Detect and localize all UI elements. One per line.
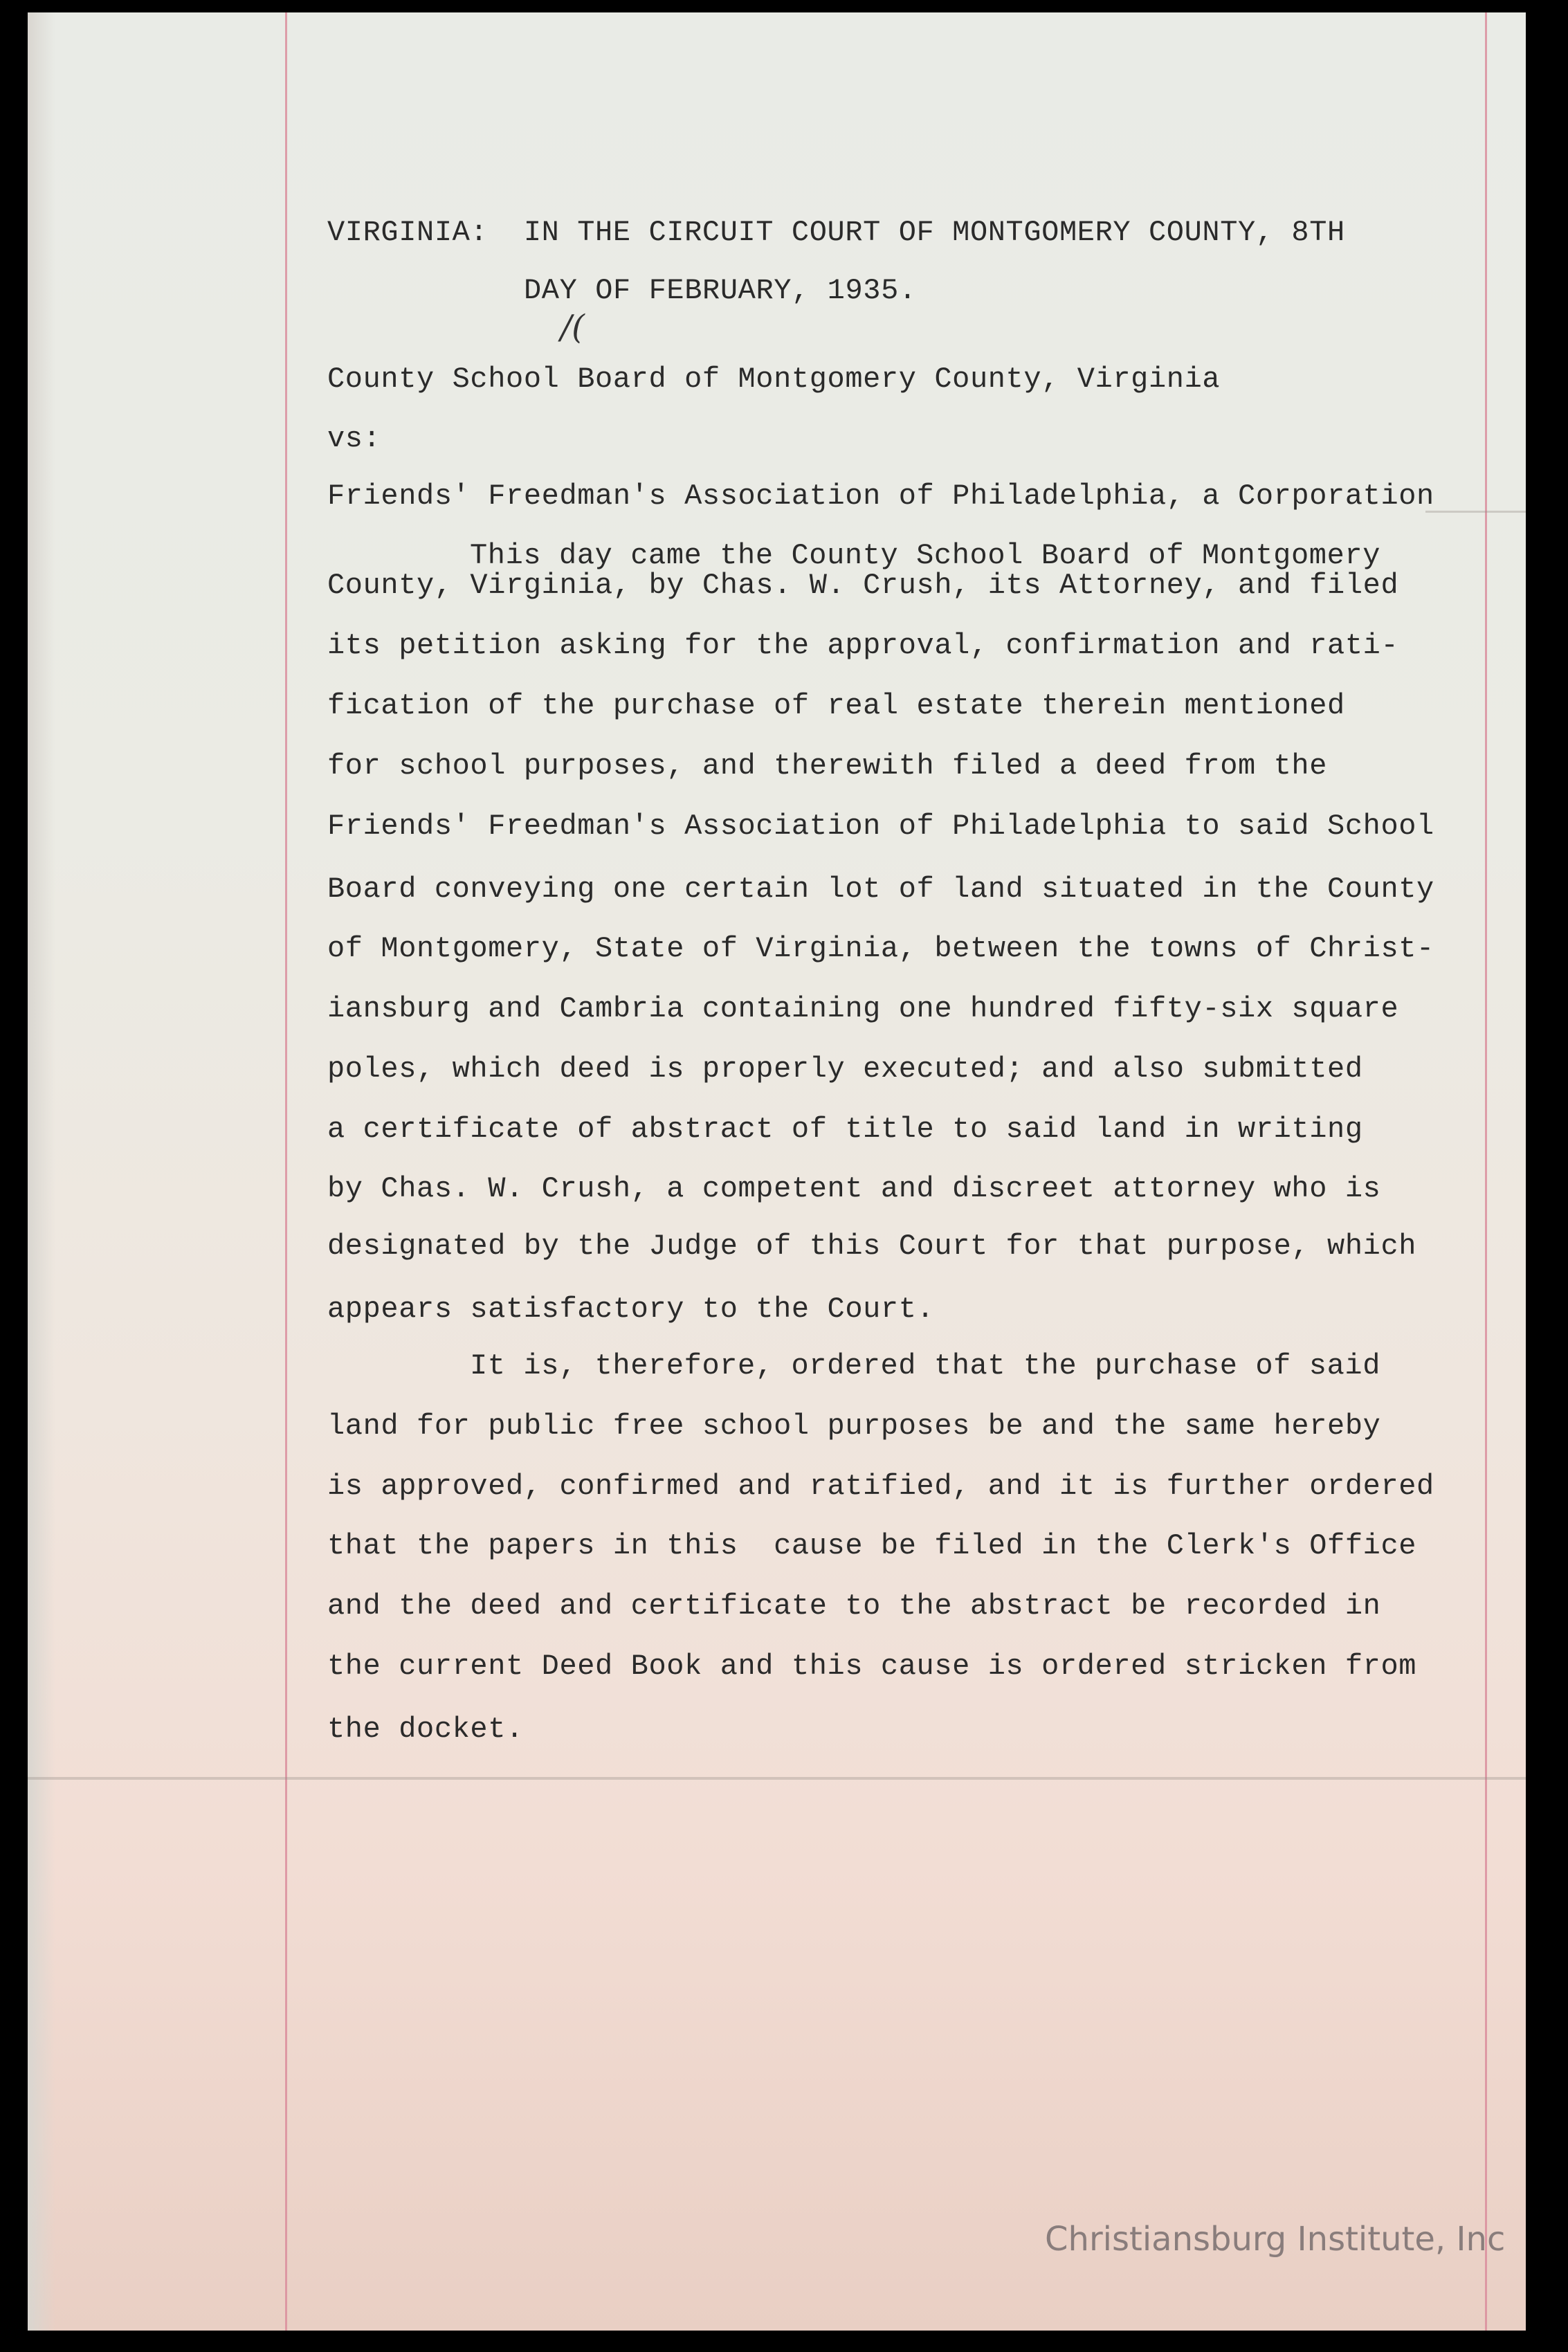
body-line: land for public free school purposes be and the same hereby xyxy=(327,1410,1381,1443)
body-line: Board conveying one certain lot of land situated in the County xyxy=(327,873,1434,906)
court-header-line2: DAY OF FEBRUARY, 1935. xyxy=(524,274,917,307)
body-line: of Montgomery, State of Virginia, between the towns of Christ- xyxy=(327,932,1434,965)
body-line: for school purposes, and therewith filed a deed from the xyxy=(327,749,1328,783)
fold-crease xyxy=(28,1777,1526,1780)
fold-crease-upper xyxy=(1425,511,1526,513)
body-line: is approved, confirmed and ratified, and it is further ordered xyxy=(327,1470,1434,1503)
body-line: appears satisfactory to the Court. xyxy=(327,1293,935,1326)
body-line: iansburg and Cambria containing one hundred fifty-six square xyxy=(327,992,1399,1025)
body-line: This day came the County School Board of Montgomery xyxy=(470,539,1381,572)
defendant: Friends' Freedman's Association of Philadelphia, a Corporation xyxy=(327,480,1434,513)
right-margin-line xyxy=(1485,12,1487,2331)
body-line: designated by the Judge of this Court for that purpose, which xyxy=(327,1230,1417,1263)
left-margin-line xyxy=(285,12,287,2331)
body-line: the current Deed Book and this cause is ordered stricken from xyxy=(327,1650,1417,1683)
body-line: a certificate of abstract of title to said land in writing xyxy=(327,1113,1363,1146)
body-line: Friends' Freedman's Association of Philadelphia to said School xyxy=(327,810,1434,843)
handwritten-mark: /( xyxy=(560,308,585,347)
body-line: its petition asking for the approval, confirmation and rati- xyxy=(327,629,1399,662)
versus: vs: xyxy=(327,422,381,455)
page-shadow xyxy=(28,12,55,2331)
body-line: County, Virginia, by Chas. W. Crush, its Attorney, and filed xyxy=(327,569,1399,602)
document-page xyxy=(28,12,1526,2331)
body-line: and the deed and certificate to the abstract be recorded in xyxy=(327,1589,1381,1623)
plaintiff: County School Board of Montgomery County, Virginia xyxy=(327,363,1221,396)
watermark: Christiansburg Institute, Inc xyxy=(1045,2220,1506,2259)
body-line: fication of the purchase of real estate therein mentioned xyxy=(327,689,1345,722)
body-line: that the papers in this cause be filed in the Clerk's Office xyxy=(327,1529,1417,1562)
court-header-line1: VIRGINIA: IN THE CIRCUIT COURT OF MONTGOMERY COUNTY, 8TH xyxy=(327,216,1345,249)
body-line: the docket. xyxy=(327,1713,524,1746)
body-line: poles, which deed is properly executed; and also submitted xyxy=(327,1052,1363,1086)
body-line: It is, therefore, ordered that the purchase of said xyxy=(470,1349,1381,1383)
body-line: by Chas. W. Crush, a competent and discreet attorney who is xyxy=(327,1172,1381,1205)
